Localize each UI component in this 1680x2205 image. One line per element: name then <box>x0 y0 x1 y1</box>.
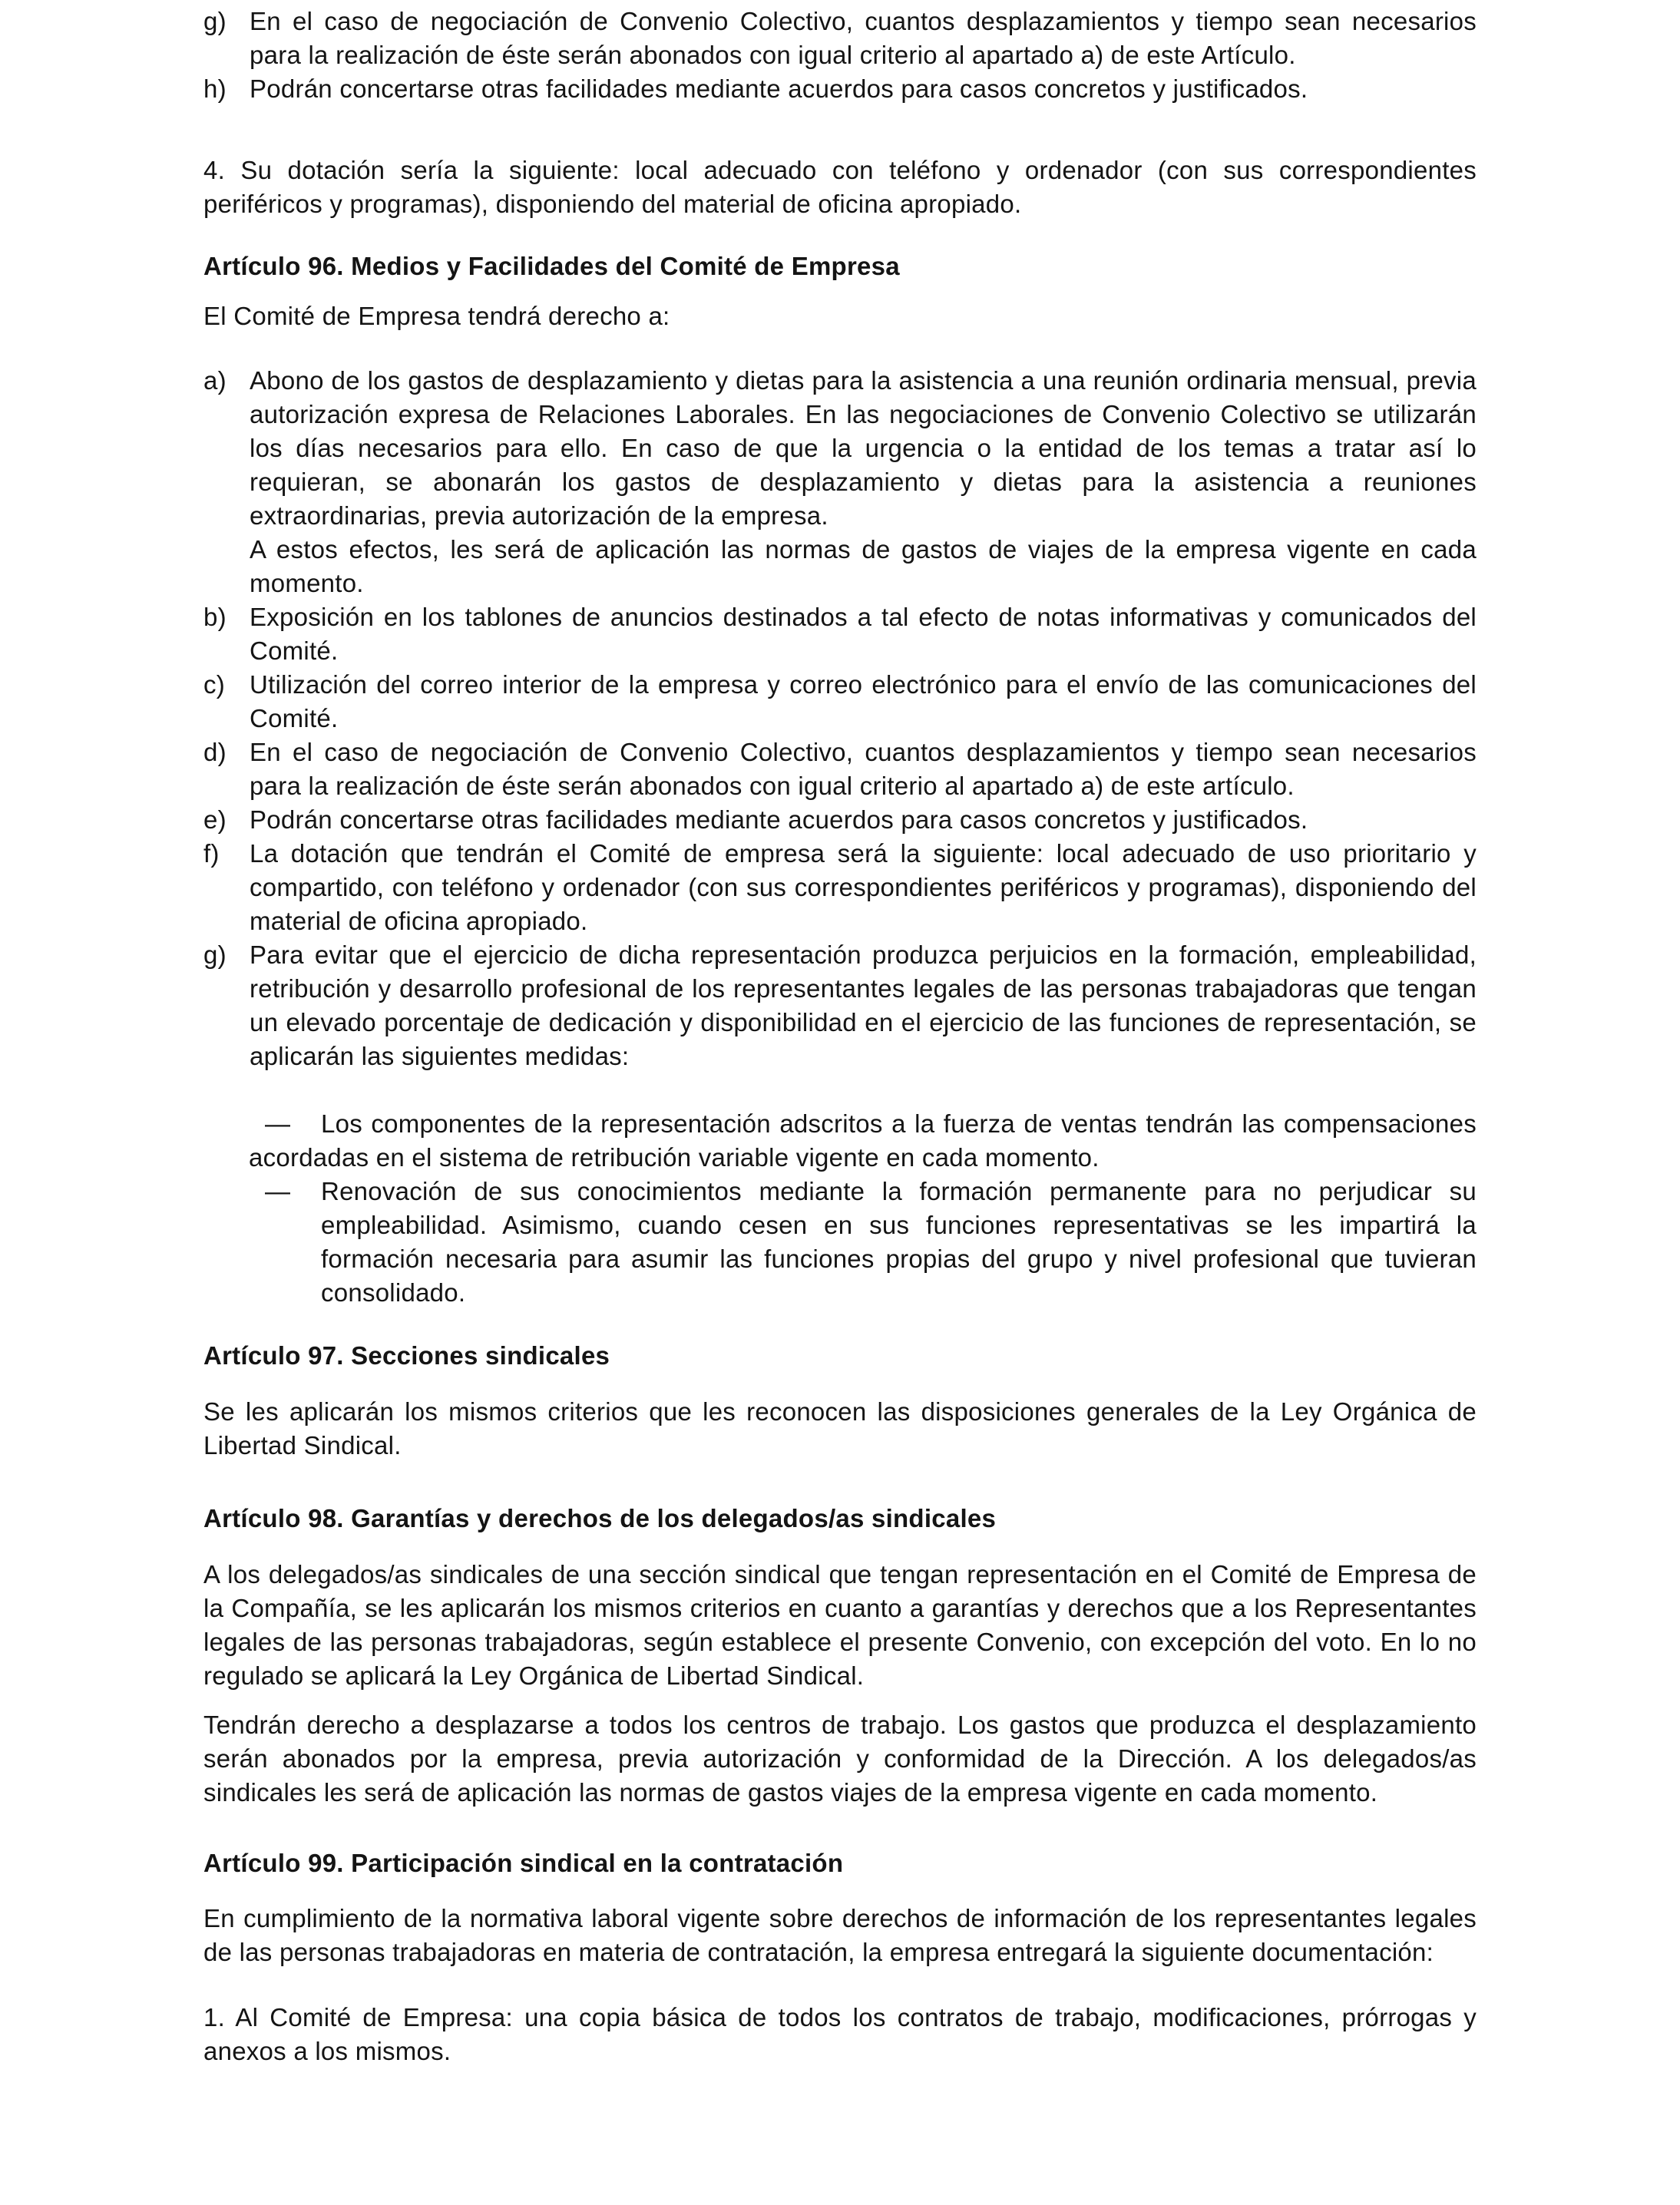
list-item-d <box>203 736 1477 803</box>
article-96-intro: El Comité de Empresa tendrá derecho a: <box>203 302 670 330</box>
dash-item-text: Renovación de sus conocimientos mediante la formación permanente para no perjudicar su empleabilidad. Asimismo, cuando cesen en sus funciones representativas se les impartirá la formación necesaria para asumir las funciones propias del grupo y nivel profesional que tuvieran consolidado. <box>321 1177 1477 1307</box>
article-97-body: Se les aplicarán los mismos criterios que les reconocen las disposiciones generales de la Ley Orgánica de Libertad Sindical. <box>203 1397 1477 1460</box>
list-item-marker: a) <box>203 366 227 395</box>
list-item-b <box>203 600 1477 668</box>
dash-item-2 <box>203 1175 1477 1310</box>
list-item-h <box>203 72 1477 106</box>
list-item-text: En el caso de negociación de Convenio Colectivo, cuantos desplazamientos y tiempo sean necesarios para la realización de éste serán abonados con igual criterio al apartado a) de este Artículo. <box>250 7 1477 69</box>
article-99-body: En cumplimiento de la normativa laboral vigente sobre derechos de información de los representantes legales de las personas trabajadoras en materia de contratación, la empresa entregará la siguiente documentación: <box>203 1904 1477 1966</box>
list-item-text: En el caso de negociación de Convenio Colectivo, cuantos desplazamientos y tiempo sean necesarios para la realización de éste serán abonados con igual criterio al apartado a) de este artículo. <box>250 738 1477 800</box>
list-item-text: Utilización del correo interior de la empresa y correo electrónico para el envío de las comunicaciones del Comité. <box>250 670 1477 732</box>
list-item-g <box>203 5 1477 72</box>
article-97-heading: Artículo 97. Secciones sindicales <box>203 1341 610 1370</box>
list-item-marker: e) <box>203 805 227 834</box>
list-item-marker: g) <box>203 941 227 969</box>
list-item-marker: d) <box>203 738 227 766</box>
list-item-g2 <box>203 938 1477 1073</box>
article-96-list <box>203 364 1477 1073</box>
list-item-a-note: A estos efectos, les será de aplicación las normas de gastos de viajes de la empresa vigente en cada momento. <box>250 535 1477 597</box>
list-item-e <box>203 803 1477 837</box>
article-99-item-1: 1. Al Comité de Empresa: una copia básica de todos los contratos de trabajo, modificaciones, prórrogas y anexos a los mismos. <box>203 2003 1477 2065</box>
list-item-marker: c) <box>203 670 225 699</box>
paragraph-dotacion: 4. Su dotación sería la siguiente: local adecuado con teléfono y ordenador (con sus correspondientes periféricos y programas), disponiendo del material de oficina apropiado. <box>203 156 1477 218</box>
list-item-marker: f) <box>203 839 220 868</box>
list-item-text: Podrán concertarse otras facilidades mediante acuerdos para casos concretos y justificados. <box>250 805 1308 834</box>
list-item-text: Podrán concertarse otras facilidades mediante acuerdos para casos concretos y justificados. <box>250 74 1308 103</box>
list-item-f <box>203 837 1477 938</box>
article-98-body-1: A los delegados/as sindicales de una sección sindical que tengan representación en el Comité de Empresa de la Compañía, se les aplicarán los mismos criterios en cuanto a garantías y derechos que a los Representantes legales de las personas trabajadoras, según establece el presente Convenio, con excepción del voto. En lo no regulado se aplicará la Ley Orgánica de Libertad Sindical. <box>203 1560 1477 1690</box>
article-99-heading: Artículo 99. Participación sindical en la contratación <box>203 1849 844 1877</box>
list-item-text: Exposición en los tablones de anuncios destinados a tal efecto de notas informativas y comunicados del Comité. <box>250 603 1477 665</box>
dash-marker: — <box>265 1109 291 1138</box>
continuation-list <box>203 5 1477 106</box>
article-98-heading: Artículo 98. Garantías y derechos de los delegados/as sindicales <box>203 1504 997 1532</box>
list-item-text: Para evitar que el ejercicio de dicha representación produzca perjuicios en la formación, empleabilidad, retribución y desarrollo profesional de los representantes legales de las personas trabajadoras que tengan un elevado porcentaje de dedicación y disponibilidad en el ejercicio de las funciones de representación, se aplicarán las siguientes medidas: <box>250 941 1477 1070</box>
article-96-heading: Artículo 96. Medios y Facilidades del Comité de Empresa <box>203 252 900 280</box>
list-item-marker: g) <box>203 7 227 35</box>
dash-item-1 <box>203 1107 1477 1175</box>
list-item-a <box>203 364 1477 533</box>
list-item-text: Abono de los gastos de desplazamiento y dietas para la asistencia a una reunión ordinaria mensual, previa autorización expresa de Relaciones Laborales. En las negociaciones de Convenio Colectivo se utilizarán los días necesarios para ello. En caso de que la urgencia o la entidad de los temas a tratar así lo requieran, se abonarán los gastos de desplazamiento y dietas para la asistencia a reuniones extraordinarias, previa autorización de la empresa. <box>250 366 1477 530</box>
list-item-marker: h) <box>203 74 227 103</box>
article-96-dash-list <box>203 1107 1477 1310</box>
list-item-marker: b) <box>203 603 227 631</box>
dash-marker: — <box>265 1177 291 1205</box>
list-item-text: La dotación que tendrán el Comité de empresa será la siguiente: local adecuado de uso prioritario y compartido, con teléfono y ordenador (con sus correspondientes periféricos y programas), disponiendo del material de oficina apropiado. <box>250 839 1477 935</box>
article-98-body-2: Tendrán derecho a desplazarse a todos los centros de trabajo. Los gastos que produzca el desplazamiento serán abonados por la empresa, previa autorización y conformidad de la Dirección. A los delegados/as sindicales les será de aplicación las normas de gastos viajes de la empresa vigente en cada momento. <box>203 1711 1477 1807</box>
list-item-c <box>203 668 1477 736</box>
dash-item-text: Los componentes de la representación adscritos a la fuerza de ventas tendrán las compensaciones acordadas en el sistema de retribución variable vigente en cada momento. <box>249 1109 1477 1172</box>
